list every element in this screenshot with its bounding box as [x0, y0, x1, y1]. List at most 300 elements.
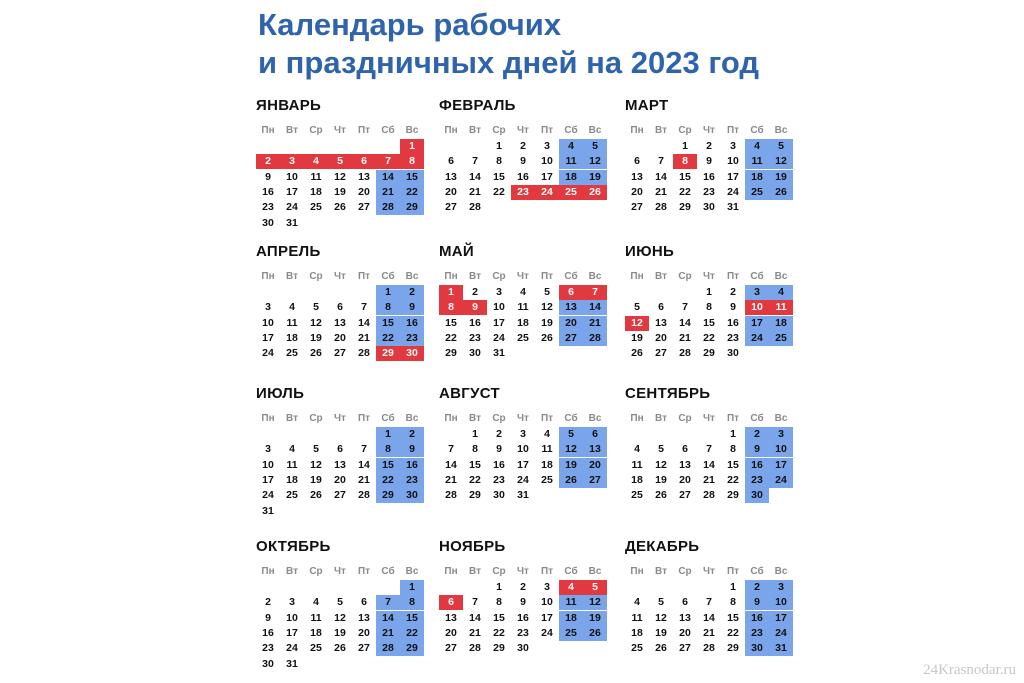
- day-cell: 14: [679, 316, 691, 329]
- day-cell: 6: [448, 155, 454, 168]
- day-cell: 14: [703, 611, 715, 624]
- weekend-day-cell: 24: [769, 626, 793, 641]
- day-cell: 4: [634, 443, 640, 456]
- day-cell: 9: [520, 155, 526, 168]
- weekday-label: Ср: [492, 566, 506, 577]
- holiday-day-cell: 23: [511, 185, 535, 200]
- weekday-label: Вт: [286, 271, 298, 282]
- day-cell: 24: [493, 331, 505, 344]
- weekend-day-cell: 23: [745, 626, 769, 641]
- day-cell: 11: [517, 301, 529, 314]
- holiday-day-cell: 7: [376, 154, 400, 169]
- month-block: [439, 97, 609, 214]
- day-cell: 20: [445, 626, 457, 639]
- day-cell: 25: [631, 489, 643, 502]
- day-cell: 28: [445, 489, 457, 502]
- day-cell: 14: [358, 458, 370, 471]
- month-block: [256, 538, 426, 670]
- day-cell: 20: [334, 331, 346, 344]
- weekday-label: Чт: [517, 125, 529, 136]
- day-cell: 15: [703, 316, 715, 329]
- day-cell: 10: [517, 443, 529, 456]
- weekend-day-cell: 14: [376, 170, 400, 185]
- day-cell: 10: [286, 611, 298, 624]
- weekday-label: Ср: [678, 271, 692, 282]
- day-cell: 20: [655, 331, 667, 344]
- weekend-day-cell: 22: [400, 185, 424, 200]
- month-name: ИЮНЬ: [625, 243, 675, 260]
- title-line-1: Календарь рабочих: [258, 7, 562, 42]
- day-cell: 10: [541, 155, 553, 168]
- weekday-label: Вт: [469, 125, 481, 136]
- day-cell: 3: [265, 443, 271, 456]
- day-cell: 17: [541, 611, 553, 624]
- day-cell: 3: [730, 140, 736, 152]
- weekday-header: [256, 564, 426, 580]
- weekday-label: Сб: [564, 271, 578, 282]
- weekday-label: Ср: [309, 413, 323, 424]
- day-cell: 30: [703, 201, 715, 214]
- day-cell: 15: [727, 611, 739, 624]
- day-cell: 5: [658, 443, 664, 456]
- weekday-label: Чт: [334, 413, 346, 424]
- day-cell: 27: [358, 201, 370, 214]
- month-block: [625, 243, 795, 360]
- weekend-day-cell: 9: [400, 300, 424, 315]
- weekend-day-cell: 18: [559, 170, 583, 185]
- weekday-label: Вт: [286, 125, 298, 136]
- day-cell: 29: [679, 201, 691, 214]
- day-cell: 16: [262, 185, 274, 198]
- weekday-label: Вт: [655, 413, 667, 424]
- month-block: [439, 243, 609, 360]
- weekday-label: Вт: [286, 413, 298, 424]
- weekend-day-cell: 23: [400, 331, 424, 346]
- weekend-day-cell: 23: [400, 473, 424, 488]
- day-cell: 18: [517, 316, 529, 329]
- weekday-label: Вт: [655, 566, 667, 577]
- day-cell: 31: [517, 489, 529, 502]
- weekend-day-cell: 2: [400, 427, 424, 442]
- day-cell: 31: [493, 347, 505, 360]
- weekend-day-cell: 5: [583, 139, 607, 154]
- day-cell: 17: [493, 316, 505, 329]
- weekend-day-cell: 2: [400, 285, 424, 300]
- weekday-label: Сб: [750, 271, 764, 282]
- day-cell: 1: [496, 581, 502, 593]
- weekday-label: Чт: [703, 125, 715, 136]
- day-cell: 1: [682, 140, 688, 152]
- day-cell: 12: [334, 170, 346, 183]
- day-cell: 17: [262, 331, 274, 344]
- day-cell: 5: [313, 301, 319, 314]
- day-cell: 31: [727, 201, 739, 214]
- weekend-day-cell: 16: [400, 458, 424, 473]
- month-block: [256, 97, 426, 229]
- month-block: [625, 538, 795, 655]
- day-cell: 20: [445, 185, 457, 198]
- day-cell: 3: [289, 596, 295, 609]
- day-cell: 24: [262, 489, 274, 502]
- weekday-label: Вт: [655, 271, 667, 282]
- weekday-label: Вт: [655, 125, 667, 136]
- weekend-day-cell: 29: [400, 200, 424, 215]
- day-cell: 24: [262, 347, 274, 360]
- weekend-day-cell: 12: [769, 154, 793, 169]
- weekday-label: Вс: [774, 125, 788, 136]
- weekend-day-cell: 28: [376, 641, 400, 656]
- day-cell: 28: [469, 642, 481, 655]
- day-cell: 20: [679, 626, 691, 639]
- day-cell: 25: [631, 642, 643, 655]
- holiday-day-cell: 24: [535, 185, 559, 200]
- day-cell: 4: [520, 286, 526, 298]
- day-cell: 11: [286, 316, 298, 329]
- weekday-label: Пн: [261, 271, 275, 282]
- holiday-day-cell: 30: [400, 346, 424, 361]
- day-cell: 25: [541, 473, 553, 486]
- weekday-label: Вс: [588, 566, 602, 577]
- weekend-day-cell: 5: [769, 139, 793, 154]
- weekday-label: Пн: [630, 271, 644, 282]
- day-cell: 14: [469, 611, 481, 624]
- day-cell: 24: [286, 642, 298, 655]
- weekday-label: Пт: [357, 566, 371, 577]
- weekday-label: Пн: [630, 413, 644, 424]
- day-cell: 17: [262, 473, 274, 486]
- weekend-day-cell: 11: [559, 595, 583, 610]
- day-cell: 14: [469, 170, 481, 183]
- weekday-label: Вт: [469, 566, 481, 577]
- day-cell: 15: [469, 458, 481, 471]
- weekday-label: Вс: [405, 566, 419, 577]
- weekend-day-cell: 2: [745, 427, 769, 442]
- weekend-day-cell: 25: [745, 185, 769, 200]
- day-cell: 31: [286, 216, 298, 229]
- holiday-day-cell: 4: [559, 580, 583, 595]
- day-cell: 30: [493, 489, 505, 502]
- day-cell: 28: [703, 489, 715, 502]
- holiday-day-cell: 5: [328, 154, 352, 169]
- day-cell: 9: [706, 155, 712, 168]
- day-cell: 5: [544, 286, 550, 298]
- weekend-day-cell: 19: [583, 170, 607, 185]
- watermark: 24Krasnodar.ru: [923, 662, 1016, 678]
- holiday-day-cell: 25: [559, 185, 583, 200]
- weekend-day-cell: 21: [583, 316, 607, 331]
- weekend-day-cell: 27: [583, 473, 607, 488]
- day-cell: 16: [517, 170, 529, 183]
- weekend-day-cell: 26: [583, 626, 607, 641]
- weekday-header: [439, 269, 609, 285]
- day-cell: 2: [496, 428, 502, 440]
- day-cell: 15: [679, 170, 691, 183]
- day-cell: 16: [469, 316, 481, 329]
- weekend-day-cell: 30: [745, 641, 769, 656]
- day-cell: 31: [262, 504, 274, 517]
- weekday-label: Сб: [564, 566, 578, 577]
- day-cell: 6: [682, 443, 688, 456]
- weekend-day-cell: 8: [400, 595, 424, 610]
- day-cell: 19: [310, 473, 322, 486]
- day-cell: 6: [658, 301, 664, 314]
- weekday-header: [625, 411, 795, 427]
- day-cell: 21: [679, 331, 691, 344]
- weekday-label: Чт: [334, 125, 346, 136]
- weekday-label: Пт: [726, 125, 740, 136]
- day-cell: 2: [472, 286, 478, 298]
- weekday-label: Чт: [703, 566, 715, 577]
- day-cell: 27: [655, 347, 667, 360]
- day-cell: 9: [520, 596, 526, 609]
- day-cell: 12: [310, 458, 322, 471]
- day-cell: 7: [706, 443, 712, 456]
- weekday-label: Пт: [540, 271, 554, 282]
- weekend-day-cell: 3: [769, 427, 793, 442]
- day-cell: 26: [655, 642, 667, 655]
- weekend-day-cell: 12: [583, 595, 607, 610]
- weekend-day-cell: 4: [559, 139, 583, 154]
- weekday-header: [439, 123, 609, 139]
- day-cell: 6: [337, 443, 343, 456]
- weekday-label: Сб: [750, 413, 764, 424]
- day-cell: 8: [496, 155, 502, 168]
- day-cell: 18: [286, 473, 298, 486]
- weekday-label: Пт: [726, 413, 740, 424]
- day-cell: 14: [655, 170, 667, 183]
- day-cell: 19: [631, 331, 643, 344]
- day-cell: 2: [706, 140, 712, 152]
- weekday-label: Сб: [750, 566, 764, 577]
- weekend-day-cell: 24: [769, 473, 793, 488]
- day-cell: 26: [310, 347, 322, 360]
- day-cell: 20: [334, 473, 346, 486]
- weekday-label: Сб: [381, 271, 395, 282]
- weekday-header: [256, 269, 426, 285]
- day-cell: 15: [445, 316, 457, 329]
- day-cell: 19: [655, 626, 667, 639]
- day-cell: 9: [265, 170, 271, 183]
- day-cell: 13: [358, 611, 370, 624]
- day-cell: 3: [496, 286, 502, 298]
- weekend-day-cell: 8: [376, 300, 400, 315]
- weekday-label: Пн: [444, 271, 458, 282]
- day-cell: 29: [493, 642, 505, 655]
- day-cell: 6: [337, 301, 343, 314]
- day-cell: 19: [334, 626, 346, 639]
- weekend-day-cell: 23: [745, 473, 769, 488]
- holiday-day-cell: 1: [439, 285, 463, 300]
- weekend-day-cell: 1: [400, 580, 424, 595]
- day-cell: 13: [679, 458, 691, 471]
- holiday-day-cell: 2: [256, 154, 280, 169]
- weekday-label: Ср: [678, 566, 692, 577]
- month-name: ФЕВРАЛЬ: [439, 97, 516, 114]
- day-cell: 14: [358, 316, 370, 329]
- weekend-day-cell: 20: [583, 458, 607, 473]
- weekend-day-cell: 8: [376, 442, 400, 457]
- day-cell: 25: [310, 642, 322, 655]
- day-cell: 26: [541, 331, 553, 344]
- day-cell: 13: [334, 458, 346, 471]
- day-cell: 30: [469, 347, 481, 360]
- weekend-day-cell: 9: [400, 442, 424, 457]
- day-cell: 2: [730, 286, 736, 298]
- day-cell: 20: [631, 185, 643, 198]
- weekday-header: [625, 564, 795, 580]
- weekend-day-cell: 15: [400, 170, 424, 185]
- day-cell: 6: [361, 596, 367, 609]
- day-cell: 26: [655, 489, 667, 502]
- day-cell: 18: [310, 626, 322, 639]
- day-cell: 19: [655, 473, 667, 486]
- weekend-day-cell: 11: [559, 154, 583, 169]
- weekend-day-cell: 7: [376, 595, 400, 610]
- day-cell: 6: [634, 155, 640, 168]
- day-cell: 13: [445, 170, 457, 183]
- weekday-label: Сб: [750, 125, 764, 136]
- day-cell: 24: [727, 185, 739, 198]
- weekday-header: [625, 269, 795, 285]
- day-cell: 9: [730, 301, 736, 314]
- weekday-label: Вт: [286, 566, 298, 577]
- day-cell: 23: [262, 201, 274, 214]
- day-cell: 8: [472, 443, 478, 456]
- day-cell: 14: [445, 458, 457, 471]
- day-cell: 12: [310, 316, 322, 329]
- day-cell: 4: [634, 596, 640, 609]
- day-cell: 8: [730, 596, 736, 609]
- weekday-label: Вс: [588, 125, 602, 136]
- weekday-label: Ср: [309, 125, 323, 136]
- day-cell: 23: [493, 473, 505, 486]
- weekday-label: Пт: [540, 566, 554, 577]
- holiday-day-cell: 8: [400, 154, 424, 169]
- holiday-day-cell: 3: [280, 154, 304, 169]
- weekday-label: Чт: [703, 413, 715, 424]
- day-cell: 22: [727, 473, 739, 486]
- day-cell: 13: [334, 316, 346, 329]
- weekend-day-cell: 22: [376, 331, 400, 346]
- day-cell: 28: [655, 201, 667, 214]
- day-cell: 1: [472, 428, 478, 440]
- weekend-day-cell: 16: [745, 458, 769, 473]
- day-cell: 19: [334, 185, 346, 198]
- page-title: [258, 6, 759, 82]
- weekday-label: Чт: [517, 566, 529, 577]
- day-cell: 20: [358, 626, 370, 639]
- day-cell: 29: [445, 347, 457, 360]
- day-cell: 1: [730, 428, 736, 440]
- day-cell: 25: [310, 201, 322, 214]
- weekend-day-cell: 1: [376, 427, 400, 442]
- day-cell: 5: [658, 596, 664, 609]
- day-cell: 8: [496, 596, 502, 609]
- month-block: [256, 243, 426, 360]
- weekday-label: Ср: [309, 566, 323, 577]
- day-cell: 27: [631, 201, 643, 214]
- weekend-day-cell: 16: [400, 316, 424, 331]
- day-cell: 4: [289, 443, 295, 456]
- holiday-day-cell: 9: [463, 300, 487, 315]
- weekday-label: Пн: [261, 125, 275, 136]
- day-cell: 18: [541, 458, 553, 471]
- day-cell: 1: [730, 581, 736, 593]
- weekday-label: Пн: [261, 566, 275, 577]
- weekday-label: Вс: [405, 125, 419, 136]
- day-cell: 29: [703, 347, 715, 360]
- day-cell: 10: [262, 316, 274, 329]
- weekday-label: Чт: [334, 566, 346, 577]
- holiday-day-cell: 8: [673, 154, 697, 169]
- month-name: МАРТ: [625, 97, 669, 114]
- day-cell: 11: [541, 443, 553, 456]
- day-cell: 25: [517, 331, 529, 344]
- weekend-day-cell: 18: [559, 611, 583, 626]
- day-cell: 16: [727, 316, 739, 329]
- weekday-label: Пн: [444, 566, 458, 577]
- day-cell: 26: [310, 489, 322, 502]
- month-name: АВГУСТ: [439, 385, 500, 402]
- weekday-label: Пт: [540, 125, 554, 136]
- weekend-day-cell: 9: [745, 595, 769, 610]
- weekday-label: Сб: [381, 413, 395, 424]
- day-cell: 21: [445, 473, 457, 486]
- day-cell: 20: [358, 185, 370, 198]
- day-cell: 7: [658, 155, 664, 168]
- weekend-day-cell: 28: [583, 331, 607, 346]
- weekday-label: Пн: [261, 413, 275, 424]
- day-cell: 23: [262, 642, 274, 655]
- weekday-label: Ср: [492, 271, 506, 282]
- weekday-label: Сб: [381, 125, 395, 136]
- weekday-label: Пн: [444, 125, 458, 136]
- day-cell: 17: [727, 170, 739, 183]
- day-cell: 18: [310, 185, 322, 198]
- day-cell: 24: [541, 626, 553, 639]
- day-cell: 15: [727, 458, 739, 471]
- weekend-day-cell: 30: [400, 488, 424, 503]
- weekday-label: Ср: [678, 125, 692, 136]
- day-cell: 4: [289, 301, 295, 314]
- day-cell: 21: [358, 331, 370, 344]
- weekend-day-cell: 24: [745, 331, 769, 346]
- weekend-day-cell: 25: [769, 331, 793, 346]
- weekday-label: Вс: [405, 413, 419, 424]
- day-cell: 10: [727, 155, 739, 168]
- day-cell: 27: [334, 489, 346, 502]
- weekend-day-cell: 4: [745, 139, 769, 154]
- day-cell: 23: [517, 626, 529, 639]
- holiday-day-cell: 6: [439, 595, 463, 610]
- day-cell: 13: [679, 611, 691, 624]
- weekday-label: Ср: [492, 125, 506, 136]
- month-name: ЯНВАРЬ: [256, 97, 322, 114]
- day-cell: 31: [286, 657, 298, 670]
- day-cell: 20: [679, 473, 691, 486]
- day-cell: 3: [544, 581, 550, 593]
- weekday-label: Пт: [357, 413, 371, 424]
- holiday-day-cell: 1: [400, 139, 424, 154]
- day-cell: 7: [472, 155, 478, 168]
- month-name: ОКТЯБРЬ: [256, 538, 331, 555]
- day-cell: 18: [631, 626, 643, 639]
- weekend-day-cell: 15: [376, 458, 400, 473]
- day-cell: 23: [727, 331, 739, 344]
- day-cell: 29: [469, 489, 481, 502]
- day-cell: 12: [334, 611, 346, 624]
- weekend-day-cell: 18: [745, 170, 769, 185]
